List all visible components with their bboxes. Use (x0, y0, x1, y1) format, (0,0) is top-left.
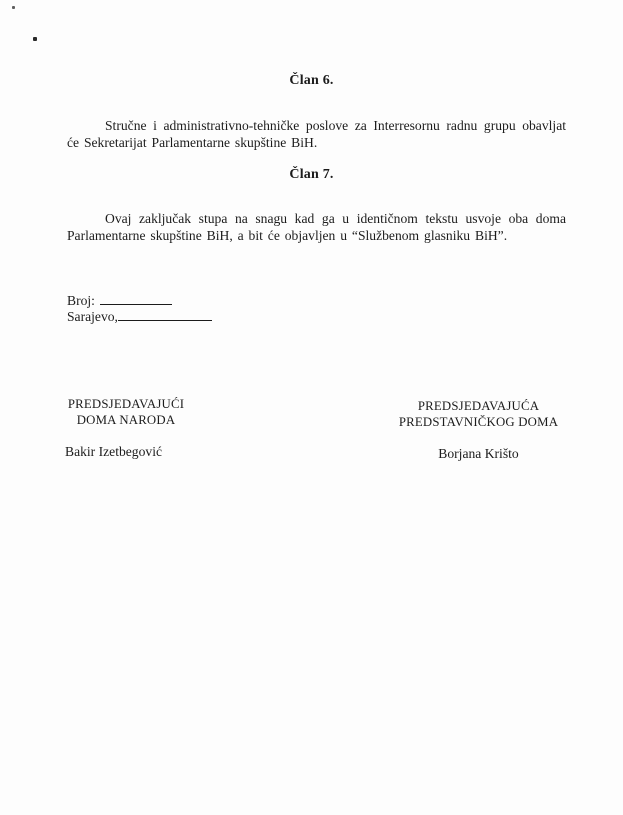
scan-artifact-dot (12, 6, 15, 9)
signature-title-left-line2: DOMA NARODA (76, 413, 176, 427)
place-blank-rule (118, 308, 212, 321)
signature-title-right-line1: PREDSJEDAVAJUĆA (417, 399, 540, 413)
number-blank-rule (100, 292, 172, 305)
signature-title-left-line1: PREDSJEDAVAJUĆI (67, 397, 185, 411)
article-paragraph-clan-6: Stručne i administrativno-tehničke poslove za Interresornu radnu grupu obavljat će Sekretarijat Parlamentarne skupštine BiH. (67, 117, 566, 150)
place-line-label: Sarajevo, (67, 309, 118, 324)
place-line (67, 308, 212, 325)
article-heading-clan-7: Član 7. (289, 167, 334, 182)
signature-title-right (388, 398, 569, 430)
signature-name-left: Bakir Izetbegović (65, 444, 163, 459)
signature-title-right-line2: PREDSTAVNIČKOG DOMA (398, 415, 559, 429)
article-paragraph-clan-7: Ovaj zaključak stupa na snagu kad ga u identičnom tekstu usvoje oba doma Parlamentarne skupštine BiH, a bit će objavljen u “Službenom glasniku BiH”. (67, 210, 566, 243)
signature-name-right: Borjana Krišto (438, 446, 519, 461)
scan-artifact-dot (33, 37, 37, 41)
article-heading-clan-6: Član 6. (289, 73, 334, 88)
number-line-label: Broj: (67, 293, 95, 308)
signature-title-left (56, 396, 196, 428)
number-line (67, 292, 172, 309)
